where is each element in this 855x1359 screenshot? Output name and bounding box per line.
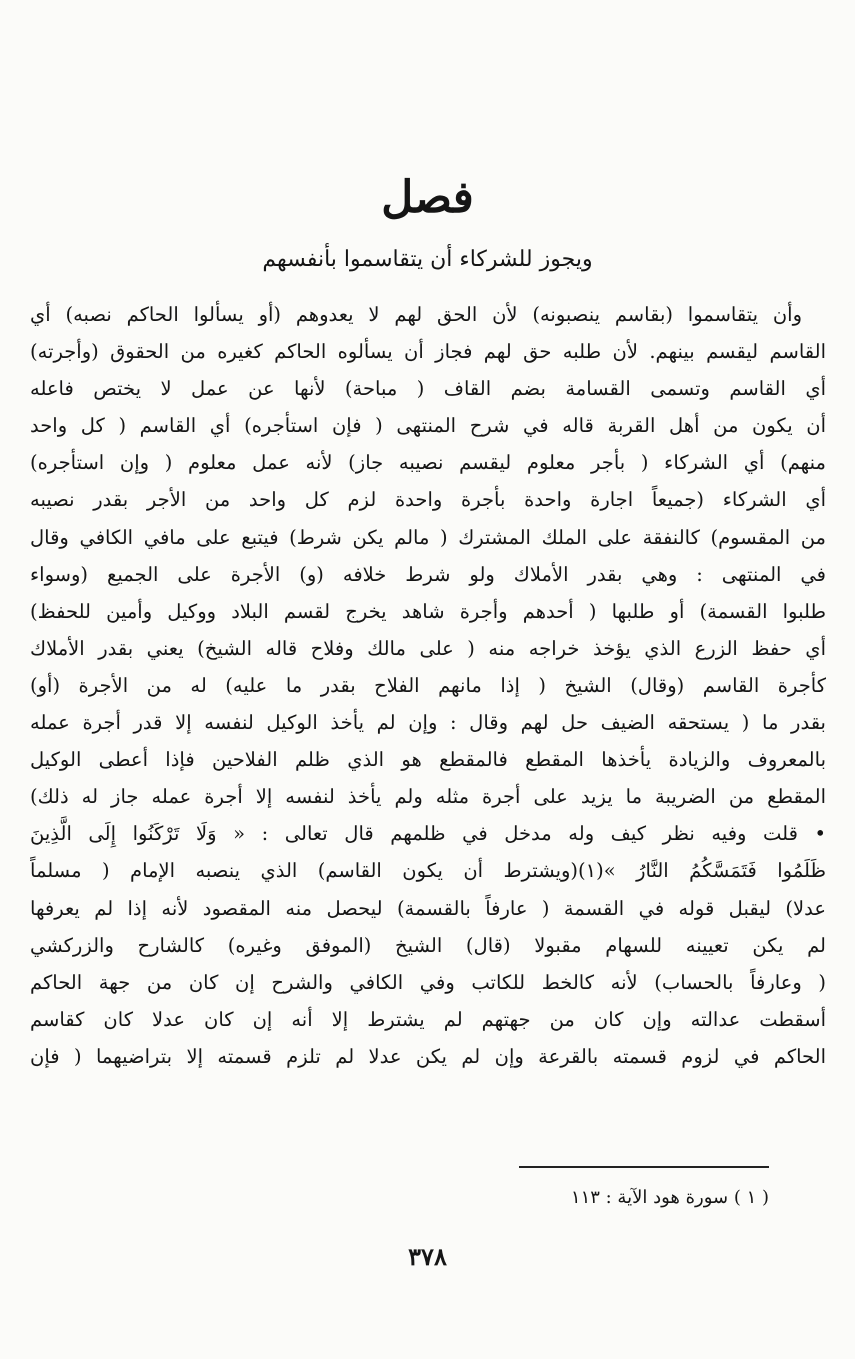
text-line: في المنتهى : وهي بقدر الأملاك ولو شرط خلافه (و) الأجرة على الجميع (وسواء [30,562,826,586]
text-line: • قلت وفيه نظر كيف وله مدخل في ظلمهم قال تعالى : « وَلَا تَرْكَنُوا إِلَى الَّذِينَ [30,822,826,846]
text-line: بالمعروف والزيادة يأخذها المقطع فالمقطع هو الذي ظلم الفلاحين فإذا أعطى الوكيل [30,748,826,772]
text-line: أي القاسم وتسمى القسامة بضم القاف ( مباحة) لأنها عن عمل لا يختص فاعله [30,377,826,401]
text-line: الحاكم في لزوم قسمته بالقرعة وإن لم يكن عدلا لم تلزم قسمته إلا بتراضيهما ( فإن [30,1044,826,1068]
text-line: أي حفظ الزرع الذي يؤخذ خراجه منه ( على مالك وفلاح قاله الشيخ) يعني بقدر الأملاك [30,636,826,660]
text-line: وأن يتقاسموا (بقاسم ينصبونه) لأن الحق لهم لا يعدوهم (أو يسألوا الحاكم نصبه) أي [30,303,802,326]
footnote-divider [519,1166,769,1168]
text-line: بقدر ما ( يستحقه الضيف حل لهم وقال : وإن لم يأخذ الوكيل لنفسه إلا قدر أجرة عمله [30,711,826,735]
text-line: عدلا) ليقبل قوله في القسمة ( عارفاً بالقسمة) ليحصل منه المقصود لأنه إذا لم يعرفها [30,896,826,920]
text-line: ظَلَمُوا فَتَمَسَّكُمُ النَّارُ »(١)(ويشترط أن يكون القاسم) الذي ينصبه الإمام ( مسلماً [30,859,826,883]
text-line: ( وعارفاً بالحساب) لأنه كالخط للكاتب وفي الكافي والشرح إن كان من جهة الحاكم [30,970,826,994]
body-text [30,296,826,1075]
text-line: المقطع من الضريبة ما يزيد على أجرة مثله ولم يأخذ لنفسه إلا أجرة عمله جاز له ذلك) [30,785,826,809]
text-line: طلبوا القسمة) أو طلبها ( أحدهم وأجرة شاهد يخرج لقسم البلاد ووكيل وأمين للحفظ) [30,599,826,623]
text-line: أي الشركاء (جميعاً اجارة واحدة بأجرة واحدة لزم كل واحد من الأجر بقدر نصيبه [30,488,826,512]
text-line: أسقطت عدالته وإن كان من جهتهم لم يشترط إلا أنه إن كان عدلا كان كقاسم [30,1007,826,1031]
section-subheading: ويجوز للشركاء أن يتقاسموا بأنفسهم [262,247,593,272]
text-line: أن يكون من أهل القربة قاله في شرح المنتهى ( فإن استأجره) أي القاسم ( كل واحد [30,414,826,438]
page-number: ٣٧٨ [408,1242,447,1271]
section-heading: فصل [381,172,474,223]
text-line: لم يكن تعيينه للسهام مقبولا (قال) الشيخ (الموفق وغيره) كالشارح والزركشي [30,933,826,957]
footnote: ( ١ ) سورة هود الآية : ١١٣ [570,1187,769,1208]
text-line: القاسم ليقسم بينهم. لأن طلبه حق لهم فجاز أن يسألوه الحاكم كغيره من الحقوق (وأجرته) [30,340,826,364]
text-line: منهم) أي الشركاء ( بأجر معلوم ليقسم نصيبه جاز) لأنه عمل معلوم ( وإن استأجره) [30,451,826,475]
text-line: كأجرة القاسم (وقال) الشيخ ( إذا مانهم الفلاح بقدر ما عليه) له من الأجرة (أو) [30,673,826,697]
text-line: من المقسوم) كالنفقة على الملك المشترك ( مالم يكن شرط) فيتبع على مافي الكافي وقال [30,525,826,549]
